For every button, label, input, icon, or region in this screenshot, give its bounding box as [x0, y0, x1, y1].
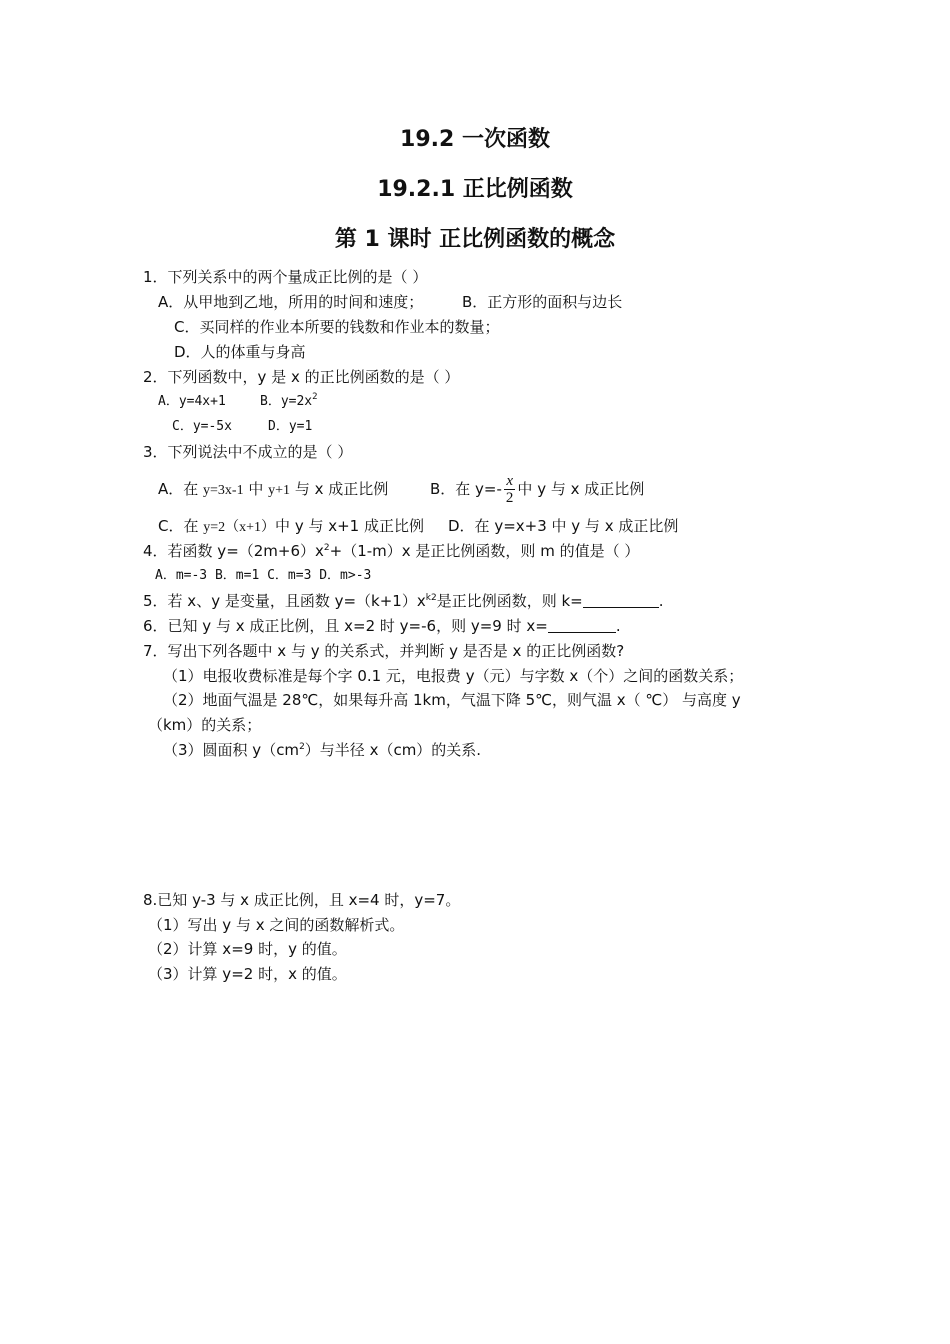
q7-part-1: （1）电报收费标准是每个字 0.1 元，电报费 y（元）与字数 x（个）之间的函数关系； — [163, 667, 744, 685]
q7-stem: 7．写出下列各题中 x 与 y 的关系式，并判断 y 是否是 x 的正比例函数? — [143, 642, 625, 660]
q4-options: A．m=-3 B．m=1 C．m=3 D．m>-3 — [155, 568, 372, 583]
q4-stem: 4．若函数 $y=(2m+6)x^2+(1-m)x$ 是正比例函数，则 m 的值是（ ） — [143, 542, 640, 560]
q8-part-2: （2）计算 x=9 时，y 的值。 — [148, 940, 347, 958]
q8-part-3: （3）计算 y=2 时，x 的值。 — [148, 965, 347, 983]
q2-option-c: C．y=-5x — [172, 419, 232, 434]
q3-option-c: C．在 y=2（x+1）中 y 与 x+1 成正比例 — [158, 517, 424, 535]
q7-part-3: （3）圆面积 $y(cm^2)$与半径 x（cm）的关系. — [163, 741, 482, 759]
q6-stem: 6．已知 y 与 x 成正比例，且 x=2 时 y=-6，则 y=9 时 x= . — [143, 617, 621, 635]
q2-option-b: B．$y=2x^2$ — [260, 392, 318, 409]
q2-option-d: D．y=1 — [268, 419, 313, 434]
q3-stem: 3．下列说法中不成立的是（ ） — [143, 443, 353, 461]
q5-answer-blank — [583, 593, 659, 608]
q1-option-b: B．正方形的面积与边长 — [462, 293, 623, 311]
q1-stem: 1．下列关系中的两个量成正比例的是（ ） — [143, 268, 428, 286]
q2-option-a: A．y=4x+1 — [158, 394, 226, 409]
title-lesson: 第 1 课时 正比例函数的概念 — [334, 227, 616, 252]
q3-option-a: A．在 y=3x-1 中 y+1 与 x 成正比例 — [158, 480, 389, 498]
q7-part-2-line-2: （km）的关系； — [148, 716, 262, 734]
q1-option-a: A．从甲地到乙地，所用的时间和速度； — [158, 293, 424, 311]
q8-part-1: （1）写出 y 与 x 之间的函数解析式。 — [148, 916, 405, 934]
q3-option-b: B．在 y=- $\frac{x}{2}$ 中 y 与 x 成正比例 — [430, 473, 645, 506]
q6-answer-blank — [548, 618, 616, 633]
q7-part-2-line-1: （2）地面气温是 28℃，如果每升高 1km，气温下降 5℃，则气温 x（ ℃） 与高度 y — [163, 691, 741, 709]
q5-stem: 5．若 x、y 是变量，且函数 $y=(k+1)x^{k2}$是正比例函数，则 k= . — [143, 592, 664, 610]
fraction-x-over-2: $\frac{x}{2}$ — [505, 473, 514, 506]
q8-stem: 8.已知 y-3 与 x 成正比例，且 x=4 时，y=7。 — [143, 891, 461, 909]
title-subsection: 19.2.1 正比例函数 — [377, 177, 573, 202]
q3-option-d: D．在 y=x+3 中 y 与 x 成正比例 — [448, 517, 679, 535]
q1-option-c: C．买同样的作业本所要的钱数和作业本的数量； — [174, 318, 500, 336]
q1-option-d: D．人的体重与身高 — [174, 343, 306, 361]
title-section: 19.2 一次函数 — [400, 127, 550, 152]
q2-stem: 2．下列函数中，y 是 x 的正比例函数的是（ ） — [143, 368, 460, 386]
